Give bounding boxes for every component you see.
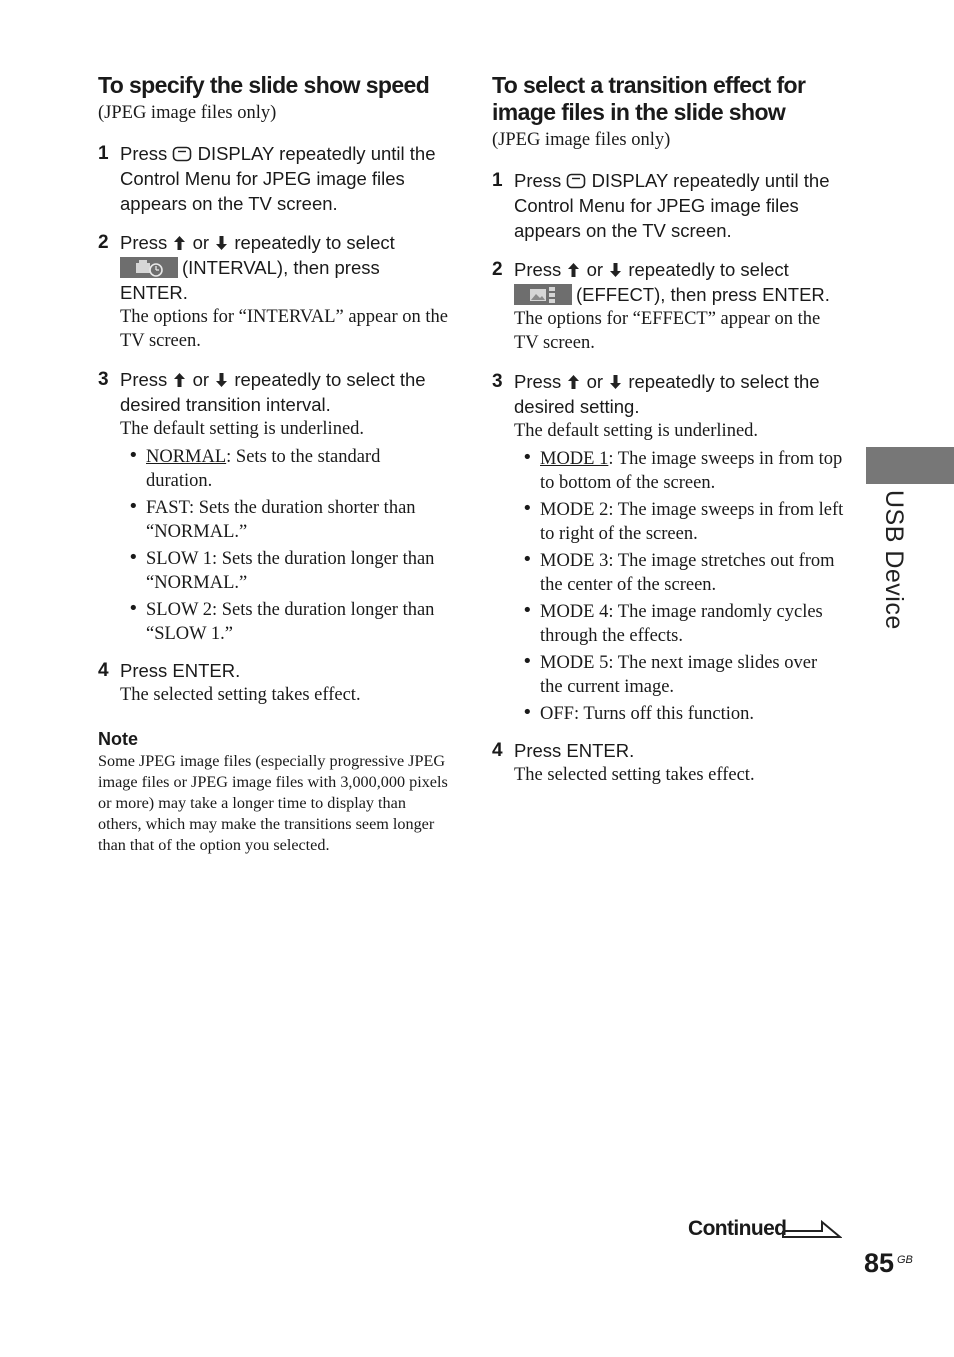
step-number: 3 [98, 369, 109, 390]
continued-label: Continued [688, 1217, 787, 1240]
display-button-icon [566, 173, 586, 189]
option-text: MODE 3: The image stretches out from the center of the screen. [540, 551, 835, 595]
left-step-4 [98, 658, 450, 707]
option-text: MODE 2: The image sweeps in from left to right of the screen. [540, 500, 844, 544]
step-text: repeatedly to select the desired transition interval. [120, 369, 426, 415]
step-result: The options for “EFFECT” appear on the TV screen. [514, 309, 821, 353]
default-note: The default setting is underlined. [514, 421, 759, 441]
option-text: SLOW 1: Sets the duration longer than “NORMAL.” [146, 549, 435, 593]
step-number: 1 [98, 143, 109, 164]
step-text: DISPLAY repeatedly until the Control Menu for JPEG image files appears on the TV screen. [514, 170, 830, 241]
step-text: Press ENTER. [514, 740, 635, 761]
press-text: Press [514, 170, 562, 191]
left-heading: To specify the slide show speed [98, 72, 430, 98]
list-item [514, 498, 844, 546]
left-column [98, 72, 450, 856]
step-result: The selected setting takes effect. [514, 765, 755, 785]
press-text: Press [120, 232, 168, 253]
section-label [872, 490, 912, 630]
press-text: Press [514, 259, 562, 280]
option-text: MODE 5: The next image slides over the current image. [540, 653, 818, 697]
left-step-3 [98, 367, 450, 646]
note-title: Note [98, 729, 138, 749]
list-item [514, 651, 844, 699]
down-arrow-icon [216, 236, 227, 250]
right-subtitle: (JPEG image files only) [492, 130, 671, 150]
section-tab-marker [866, 447, 954, 484]
step-result: The options for “INTERVAL” appear on the TV screen. [120, 307, 448, 351]
default-option: MODE 1 [540, 449, 609, 469]
list-item [120, 547, 450, 595]
interval-icon [120, 257, 178, 278]
list-item [514, 447, 844, 495]
or-text: or [586, 371, 604, 392]
list-item [514, 549, 844, 597]
option-text: : Sets to the standard duration. [146, 447, 381, 491]
step-number: 4 [98, 660, 109, 681]
option-text: FAST: Sets the duration shorter than “NORMAL.” [146, 498, 416, 542]
step-result: The selected setting takes effect. [120, 685, 361, 705]
page-suffix: GB [897, 1254, 913, 1266]
up-arrow-icon [174, 236, 185, 250]
step-text: repeatedly to select [234, 232, 395, 253]
or-text: or [192, 232, 210, 253]
list-item [514, 702, 844, 726]
or-text: or [586, 259, 604, 280]
or-text: or [192, 369, 210, 390]
up-arrow-icon [568, 263, 579, 277]
step-number: 3 [492, 371, 503, 392]
step-text: repeatedly to select the desired setting. [514, 371, 820, 417]
right-step-1 [492, 168, 844, 243]
default-option: NORMAL [146, 447, 227, 467]
step-text: DISPLAY repeatedly until the Control Menu for JPEG image files appears on the TV screen. [120, 143, 436, 214]
step-text: (INTERVAL), then press ENTER. [120, 257, 380, 303]
down-arrow-icon [216, 373, 227, 387]
press-text: Press [120, 369, 168, 390]
option-list [514, 447, 844, 726]
display-button-icon [172, 146, 192, 162]
right-step-3 [492, 369, 844, 726]
continued-arrow-icon [782, 1218, 842, 1240]
option-text: OFF: Turns off this function. [540, 704, 754, 724]
left-step-2 [98, 230, 450, 353]
right-column [492, 72, 844, 787]
step-text: (EFFECT), then press ENTER. [576, 284, 830, 305]
press-text: Press [120, 143, 168, 164]
step-text: Press ENTER. [120, 660, 241, 681]
option-text: MODE 4: The image randomly cycles through the effects. [540, 602, 823, 646]
list-item [514, 600, 844, 648]
down-arrow-icon [610, 375, 621, 389]
section-label-text: USB Device [880, 490, 908, 630]
list-item [120, 598, 450, 646]
step-number: 2 [492, 259, 503, 280]
left-step-1 [98, 141, 450, 216]
list-item [120, 496, 450, 544]
step-number: 4 [492, 740, 503, 761]
option-text: : The image sweeps in from top to bottom of the screen. [540, 449, 843, 493]
up-arrow-icon [568, 375, 579, 389]
option-text: SLOW 2: Sets the duration longer than “SLOW 1.” [146, 600, 435, 644]
step-number: 2 [98, 232, 109, 253]
option-list [120, 445, 450, 646]
press-text: Press [514, 371, 562, 392]
step-text: repeatedly to select [628, 259, 789, 280]
step-number: 1 [492, 170, 503, 191]
list-item [120, 445, 450, 493]
up-arrow-icon [174, 373, 185, 387]
default-note: The default setting is underlined. [120, 419, 365, 439]
left-subtitle: (JPEG image files only) [98, 103, 277, 123]
right-step-2 [492, 257, 844, 355]
right-heading: To select a transition effect for image files in the slide show [492, 72, 806, 125]
right-step-4 [492, 738, 844, 787]
down-arrow-icon [610, 263, 621, 277]
effect-icon [514, 284, 572, 305]
note-text: Some JPEG image files (especially progressive JPEG image files or JPEG image files with 3,000,000 pixels or more) may take a longer time to display than others, which may make the transitions seem longer than that of the option you selected. [98, 752, 448, 854]
page-number: 85 [864, 1248, 895, 1278]
